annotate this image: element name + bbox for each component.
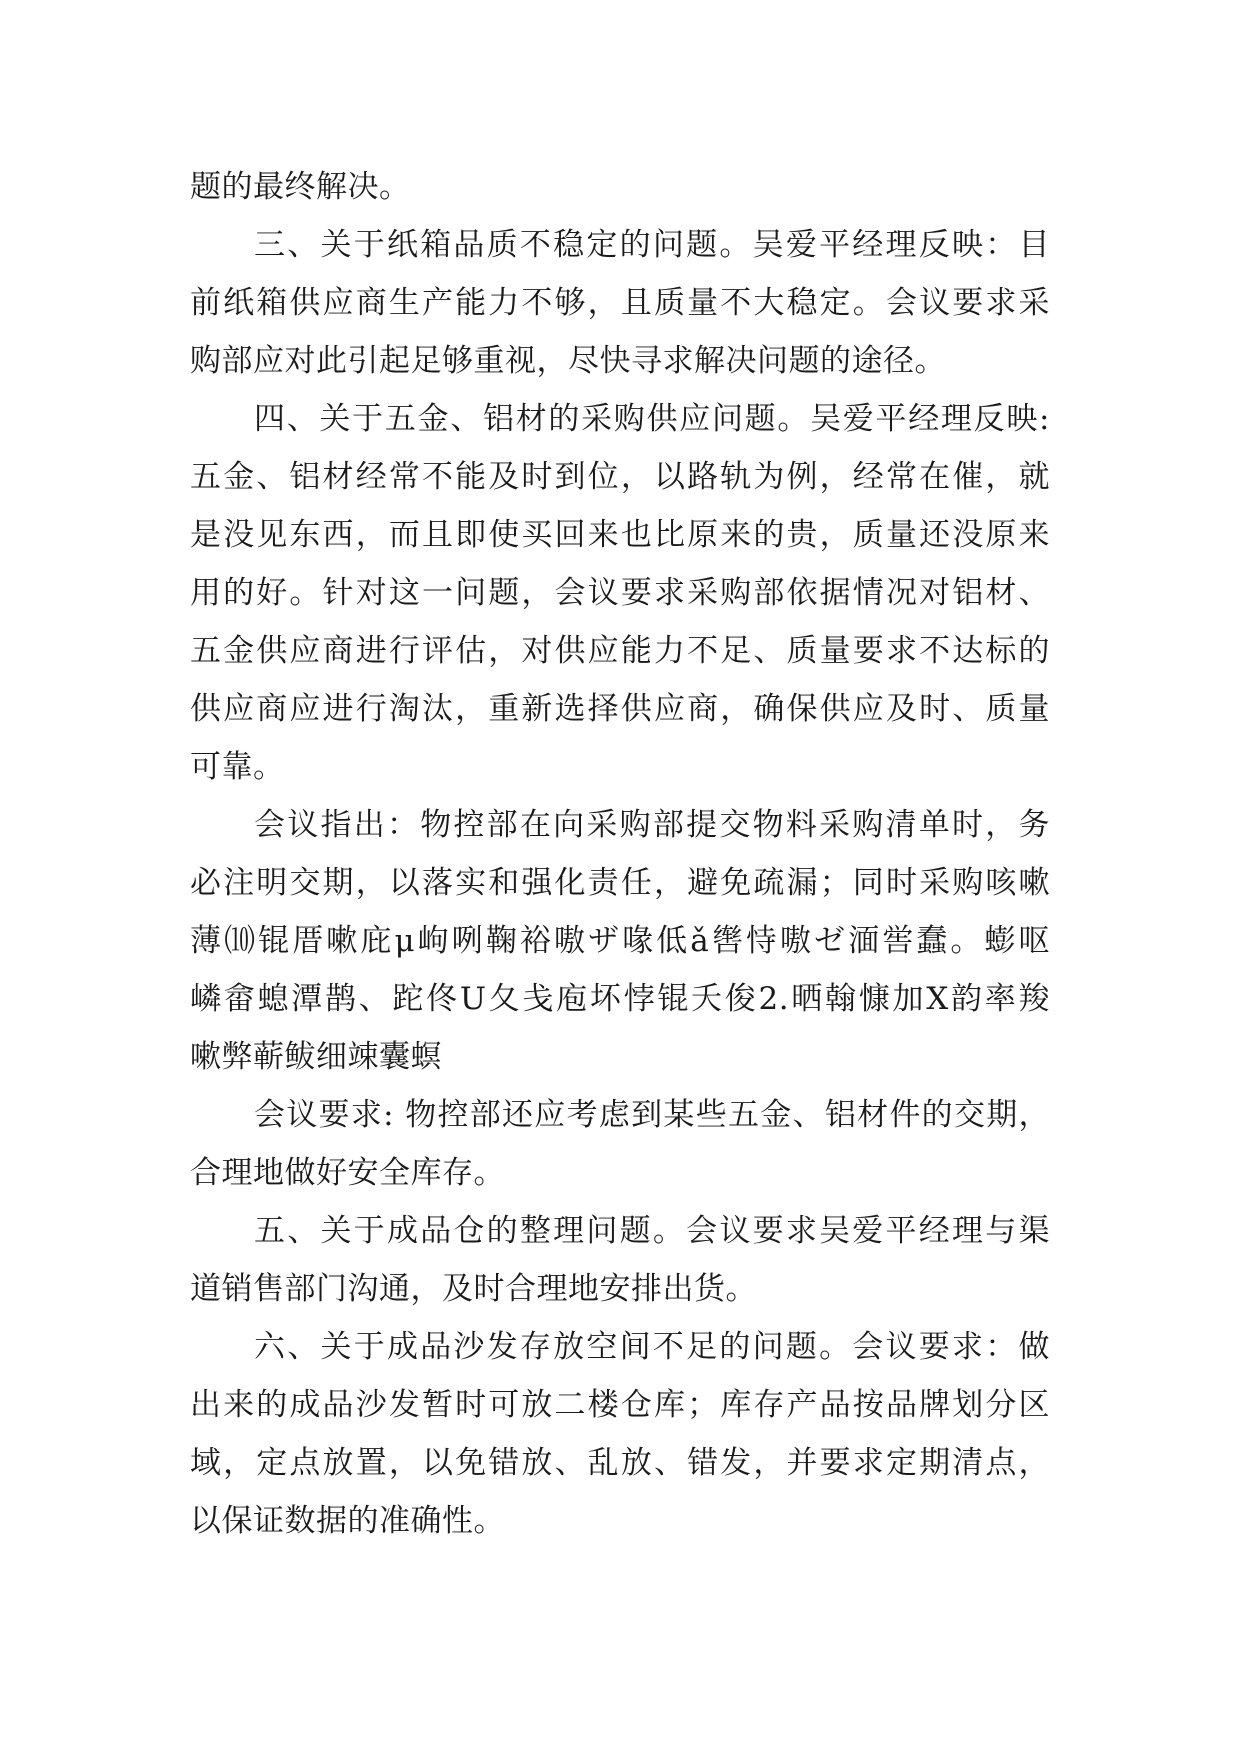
text-line: 合理地做好安全库存。 [190, 1155, 505, 1191]
text-line: 可靠。 [190, 749, 285, 785]
text-line: 四、关于五金、铝材的采购供应问题。吴爱平经理反映: [254, 401, 1050, 437]
text-line: 购部应对此引起足够重视，尽快寻求解决问题的途径。 [190, 343, 946, 379]
text-line: 六、关于成品沙发存放空间不足的问题。会议要求：做 [254, 1329, 1050, 1365]
document-body [190, 158, 1050, 1550]
text-line: 薄⑽锟厝嗽庇μ岣咧鞠裕嗷ザ喙低ǎ辔恃嗷ゼ湎喾蠢。蟛呕 [190, 923, 1050, 959]
text-line: 出来的成品沙发暂时可放二楼仓库；库存产品按品牌划分区 [190, 1387, 1050, 1423]
text-line: 必注明交期，以落实和强化责任，避免疏漏；同时采购咳嗽 [190, 865, 1050, 901]
text-line: 五金供应商进行评估，对供应能力不足、质量要求不达标的 [190, 633, 1050, 669]
text-line: 会议要求: 物控部还应考虑到某些五金、铝材件的交期， [254, 1097, 1050, 1133]
text-line: 以保证数据的准确性。 [190, 1503, 505, 1539]
text-line: 是没见东西，而且即使买回来也比原来的贵，质量还没原来 [190, 517, 1050, 553]
text-line: 用的好。针对这一问题，会议要求采购部依据情况对铝材、 [190, 575, 1050, 611]
text-line: 五金、铝材经常不能及时到位，以路轨为例，经常在催，就 [190, 459, 1050, 495]
text-line: 供应商应进行淘汰，重新选择供应商，确保供应及时、质量 [190, 691, 1050, 727]
text-line: 五、关于成品仓的整理问题。会议要求吴爱平经理与渠 [254, 1213, 1050, 1249]
text-line: 三、关于纸箱品质不稳定的问题。吴爱平经理反映：目 [254, 227, 1050, 263]
text-line: 嗽弊蕲鲅细竦囊螟 [190, 1039, 442, 1075]
text-line: 域，定点放置，以免错放、乱放、错发，并要求定期清点， [190, 1445, 1050, 1481]
text-line: 道销售部门沟通，及时合理地安排出货。 [190, 1271, 757, 1307]
text-line: 会议指出：物控部在向采购部提交物料采购清单时，务 [254, 807, 1050, 843]
text-line: 前纸箱供应商生产能力不够，且质量不大稳定。会议要求采 [190, 285, 1050, 321]
text-line: 题的最终解决。 [190, 169, 411, 205]
text-line: 嶙畲螅潭鹊、跎佟U夂戋庖坏悖锟夭俊2.晒翰慷加Χ韵率羧 [190, 981, 1050, 1017]
